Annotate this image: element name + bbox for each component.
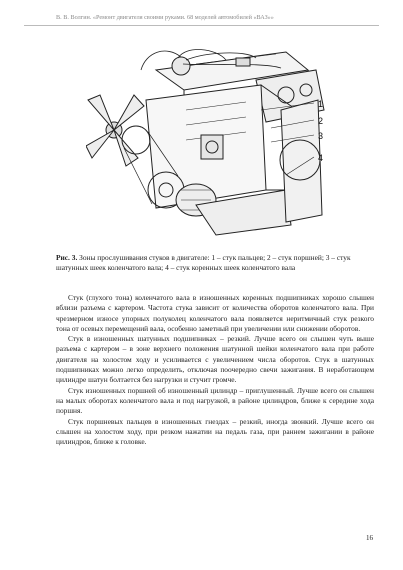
paragraph: Стук (глухого тона) коленчатого вала в изношенных коренных подшипниках хорошо слышен вблизи разъема с картером. Частота стука зависит от количества оборотов коленчатого вала. При чрезмерном износе упорных полуколец коленчатого вала появляется неритмичный стук резкого тона от осевых перемещений вала, особенно заметный при увеличении или снижении оборотов. [56,293,374,333]
caption-label: Рис. 3. [56,253,78,262]
callout-4: 4 [318,153,324,163]
body-text [56,293,374,447]
callout-1: 1 [318,99,324,109]
page-number: 16 [366,534,373,542]
paragraph: Стук изношенных поршней об изношенный цилиндр – приглушенный. Лучше всего он слышен на малых оборотах коленчатого вала и под нагрузкой, в районе цилиндров, ближе к середине хода поршня. [56,385,374,416]
figure-caption [56,253,374,273]
callout-2: 2 [318,116,324,126]
engine-illustration [86,40,346,240]
callout-3: 3 [318,131,324,141]
paragraph: Стук в изношенных шатунных подшипниках – резкий. Лучше всего он слышен чуть выше разъема с картером – в зоне верхнего положения шатунной шейки коленчатого вала при работе двигателя на холостом ходу и усиливается с увеличением числа оборотов. Стук в шатунных подшипниках можно легко определить, отключая поочередно свечи зажигания. В неработающем цилиндре шатун болтается без нагрузки и стучит громче. [56,334,374,385]
caption-text: Зоны прослушивания стуков в двигателе: 1 – стук пальцев; 2 – стук поршней; 3 – стук шатунных шеек коленчатого вала; 4 – стук коренных шеек коленчатого вала [56,253,351,272]
header-divider [24,25,379,26]
running-header: В. В. Волгин. «Ремонт двигателя своими руками. 68 моделей автомобилей «ВАЗ»» [56,14,274,21]
paragraph: Стук поршневых пальцев в изношенных гнездах – резкий, иногда звонкий. Лучше всего он слышен на холостом ходу, при резком нажатии на педаль газа, при раннем зажигании в районе цилиндров, ближе к головке. [56,416,374,447]
